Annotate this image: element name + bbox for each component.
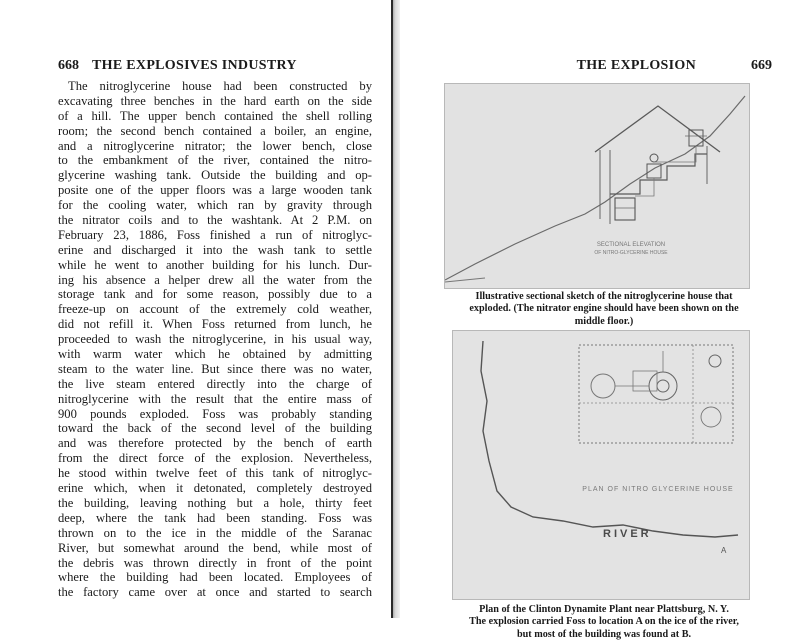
- body-text-line: excavating three benches in the hard earth on the side: [58, 93, 372, 108]
- body-text-line: with warm water which he obtained by admitting: [58, 347, 372, 362]
- body-text-line: deep, where the tank had been standing. Foss was: [58, 510, 372, 525]
- body-text-line: February 23, 1886, Foss finished a run of nitroglyc-: [58, 227, 372, 242]
- figure2-caption-line: Plan of the Clinton Dynamite Plant near Plattsburg, N. Y.: [479, 604, 729, 615]
- body-text-line: steam to the water line. But since there was no water,: [58, 361, 372, 376]
- body-text-line: and a nitroglycerine nitrator; the lower bench, close: [58, 138, 372, 153]
- body-text-line: he stood within twelve feet of this tank of nitroglyc-: [58, 466, 372, 481]
- right-page: [444, 58, 772, 640]
- figure1-caption: [444, 291, 764, 328]
- body-text-line: thrown on to the ice in the middle of the Saranac: [58, 525, 372, 540]
- plant-plan-drawing: [453, 331, 749, 599]
- body-text-line: toward the back of the second level of the building: [58, 421, 372, 436]
- gutter-fold-line: [391, 0, 393, 618]
- left-page: [58, 58, 372, 600]
- body-text-line: 900 pounds exploded. Foss was probably standing: [58, 406, 372, 421]
- right-running-head: [444, 58, 772, 76]
- body-text-line: nitroglycerine with the result that the entire mass of: [58, 391, 372, 406]
- body-text-line: erine which, when it detonated, completely destroyed: [58, 481, 372, 496]
- figure2-caption-line: but most of the building was found at B.: [516, 628, 692, 640]
- river-label: RIVER: [603, 528, 652, 540]
- body-text-line: storage tank and for some reason, possibly due to a: [58, 287, 372, 302]
- body-text-line: did not refill it. When Foss returned from lunch, he: [58, 317, 372, 332]
- body-text-line: glycerine washing tank. Outside the building and op-: [58, 168, 372, 183]
- body-text-line: of a hill. The upper bench contained the shell rolling: [58, 108, 372, 123]
- left-page-number: 668: [58, 58, 79, 73]
- body-text-line: River, but somewhat around the bend, while most of: [58, 540, 372, 555]
- body-text-line: from the direct force of the explosion. Nevertheless,: [58, 451, 372, 466]
- sketch-label-line-2: OF NITRO-GLYCERINE HOUSE: [594, 250, 668, 256]
- point-a-label: A: [721, 546, 727, 555]
- body-text-line: proceeded to wash the nitroglycerine, in his usual way,: [58, 332, 372, 347]
- sketch-label-line-1: SECTIONAL ELEVATION: [596, 242, 666, 248]
- body-text-line: ing his absence a helper drew all the water from the: [58, 272, 372, 287]
- figure2-caption: [444, 604, 764, 641]
- figure2-caption-line: The explosion carried Foss to location A on the ice of the river,: [469, 616, 739, 628]
- right-page-number: 669: [751, 58, 772, 73]
- left-running-title: THE EXPLOSIVES INDUSTRY: [92, 58, 297, 73]
- left-body-text: [58, 79, 372, 600]
- plan-label: PLAN OF NITRO GLYCERINE HOUSE: [582, 486, 734, 493]
- figure1-caption-line: exploded. (The nitrator engine should have been shown on the: [469, 303, 739, 315]
- figure1-caption-line: middle floor.): [574, 315, 634, 327]
- body-text-line: The nitroglycerine house had been constructed by: [68, 79, 372, 93]
- figure-plant-plan: [452, 330, 750, 600]
- body-text-line: the live steam entered directly into the charge of: [58, 376, 372, 391]
- body-text-line: erine and discharged it into the wash tank to settle: [58, 242, 372, 257]
- sectional-sketch-drawing: [445, 84, 749, 288]
- body-text-line: while he went to another building for his lunch. Dur-: [58, 257, 372, 272]
- body-text-line: to the embankment of the river, contained the nitro-: [58, 153, 372, 168]
- body-text-line: freeze-up on account of the extremely cold weather,: [58, 302, 372, 317]
- body-text-line: the building, leaving nothing but a hole, thirty feet: [58, 495, 372, 510]
- body-text-line: room; the second bench contained a boiler, an engine,: [58, 123, 372, 138]
- body-text-line: the nitrator coils and to the washtank. At 2 P.M. on: [58, 213, 372, 228]
- body-text-line: posite one of the upper floors was a large wooden tank: [58, 183, 372, 198]
- body-text-line: the factory came over at once and started to search: [58, 585, 372, 600]
- figure-sectional-sketch: [444, 83, 750, 289]
- body-text-line: where the building had been located. Employees of: [58, 570, 372, 585]
- body-text-line: for the cooling water, which ran by gravity through: [58, 198, 372, 213]
- body-text-line: and was therefore protected by the bench of earth: [58, 436, 372, 451]
- page-gutter: [392, 0, 400, 618]
- right-running-title: THE EXPLOSION: [576, 58, 696, 73]
- figure1-caption-line: Illustrative sectional sketch of the nitroglycerine house that: [475, 291, 733, 302]
- left-running-head: [58, 58, 372, 76]
- body-text-line: the debris was thrown directly in front of the point: [58, 555, 372, 570]
